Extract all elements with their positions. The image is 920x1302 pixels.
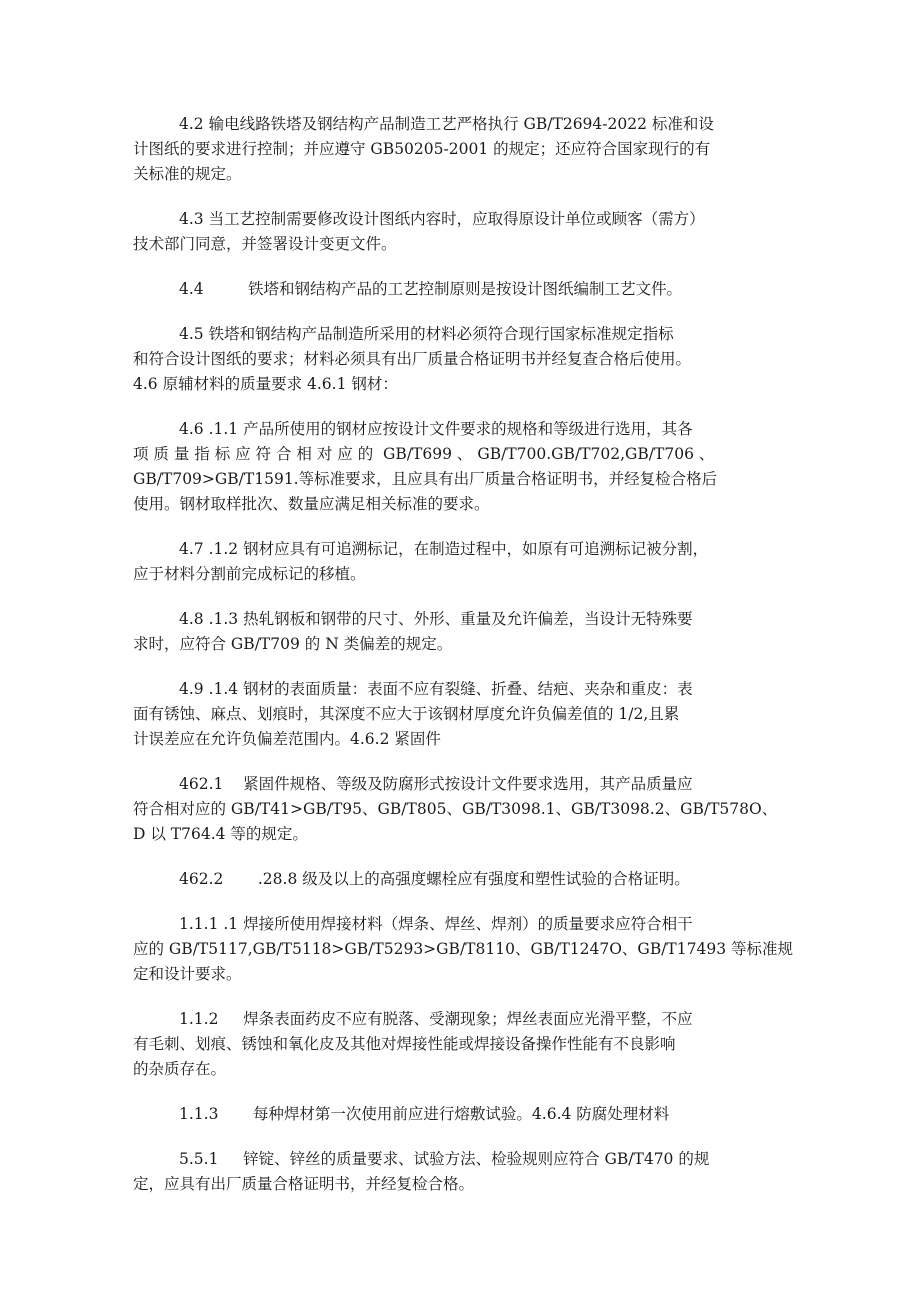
document-body [133, 112, 793, 1217]
paragraph-5-5-1 [133, 1147, 793, 1197]
paragraph-4-3 [133, 207, 793, 257]
text-line: 计图纸的要求进行控制；并应遵守 GB50205-2001 的规定；还应符合国家现行的有 [133, 140, 711, 158]
paragraph-1-1-2 [133, 1007, 793, 1082]
text-line: GB/T709>GB/T1591.等标准要求，且应具有出厂质量合格证明书，并经复检合格后 [133, 470, 718, 488]
text-line: 5.5.1 锌锭、锌丝的质量要求、试验方法、检验规则应符合 GB/T470 的规 [179, 1150, 710, 1168]
text-line: 462.1 紧固件规格、等级及防腐形式按设计文件要求选用，其产品质量应 [179, 775, 693, 793]
text-line: 4.7 .1.2 钢材应具有可追溯标记，在制造过程中，如原有可追溯标记被分割， [179, 540, 709, 558]
text-line: 和符合设计图纸的要求；材料必须具有出厂质量合格证明书并经复查合格后使用。 [133, 350, 692, 368]
text-line: 1.1.1 .1 焊接所使用焊接材料（焊条、焊丝、焊剂）的质量要求应符合相干 [179, 915, 693, 933]
paragraph-462-1 [133, 772, 793, 847]
text-line: 4.2 输电线路铁塔及钢结构产品制造工艺严格执行 GB/T2694-2022 标准和设 [179, 115, 714, 133]
text-line: 4.3 当工艺控制需要修改设计图纸内容时，应取得原设计单位或顾客（需方） [179, 210, 705, 228]
text-line: 面有锈蚀、麻点、划痕时，其深度不应大于该钢材厚度允许负偏差值的 1/2,且累 [133, 705, 680, 723]
text-line: D 以 T764.4 等的规定。 [133, 825, 308, 843]
text-line: 定，应具有出厂质量合格证明书，并经复检合格。 [133, 1175, 475, 1193]
text-line: 4.8 .1.3 热轧钢板和钢带的尺寸、外形、重量及允许偏差，当设计无特殊要 [179, 610, 693, 628]
text-line: 符合相对应的 GB/T41>GB/T95、GB/T805、GB/T3098.1、GB/T3098.2、GB/T578O、 [133, 800, 778, 818]
text-line: 求时，应符合 GB/T709 的 N 类偏差的规定。 [133, 635, 453, 653]
text-line: 462.2 .28.8 级及以上的高强度螺栓应有强度和塑性试验的合格证明。 [179, 870, 690, 888]
paragraph-4-2 [133, 112, 793, 187]
text-line: 定和设计要求。 [133, 965, 242, 983]
text-line: 技术部门同意，并签署设计变更文件。 [133, 235, 397, 253]
paragraph-4-7 [133, 537, 793, 587]
text-line: 4.4 铁塔和钢结构产品的工艺控制原则是按设计图纸编制工艺文件。 [179, 280, 682, 298]
text-line: 4.9 .1.4 钢材的表面质量：表面不应有裂缝、折叠、结疤、夹杂和重皮：表 [179, 680, 693, 698]
text-line: 4.5 铁塔和钢结构产品制造所采用的材料必须符合现行国家标准规定指标 [179, 325, 674, 343]
paragraph-4-8 [133, 607, 793, 657]
text-line: 应的 GB/T5117,GB/T5118>GB/T5293>GB/T8110、GB/T1247O、GB/T17493 等标准规 [133, 940, 793, 958]
text-line: 使用。钢材取样批次、数量应满足相关标准的要求。 [133, 495, 490, 513]
text-line: 应于材料分割前完成标记的移植。 [133, 565, 366, 583]
text-line: 1.1.2 焊条表面药皮不应有脱落、受潮现象；焊丝表面应光滑平整，不应 [179, 1010, 693, 1028]
paragraph-4-4 [133, 277, 793, 302]
text-line: 4.6 .1.1 产品所使用的钢材应按设计文件要求的规格和等级进行选用，其各 [179, 420, 693, 438]
paragraph-1-1-3 [133, 1102, 793, 1127]
paragraph-4-5 [133, 322, 793, 397]
paragraph-4-6 [133, 417, 793, 517]
text-line: 关标准的规定。 [133, 165, 242, 183]
paragraph-462-2 [133, 867, 793, 892]
text-line: 1.1.3 每种焊材第一次使用前应进行熔敷试验。4.6.4 防腐处理材料 [179, 1105, 670, 1123]
text-line: 4.6 原辅材料的质量要求 4.6.1 钢材： [133, 375, 398, 393]
paragraph-4-9 [133, 677, 793, 752]
text-line: 的杂质存在。 [133, 1060, 227, 1078]
text-line: 项 质 量 指 标 应 符 合 相 对 应 的 GB/T699 、 GB/T700.GB/T702,GB/T706 、 [133, 445, 715, 463]
text-line: 计误差应在允许负偏差范围内。4.6.2 紧固件 [133, 730, 441, 748]
text-line: 有毛刺、划痕、锈蚀和氧化皮及其他对焊接性能或焊接设备操作性能有不良影响 [133, 1035, 676, 1053]
paragraph-1-1-1 [133, 912, 793, 987]
